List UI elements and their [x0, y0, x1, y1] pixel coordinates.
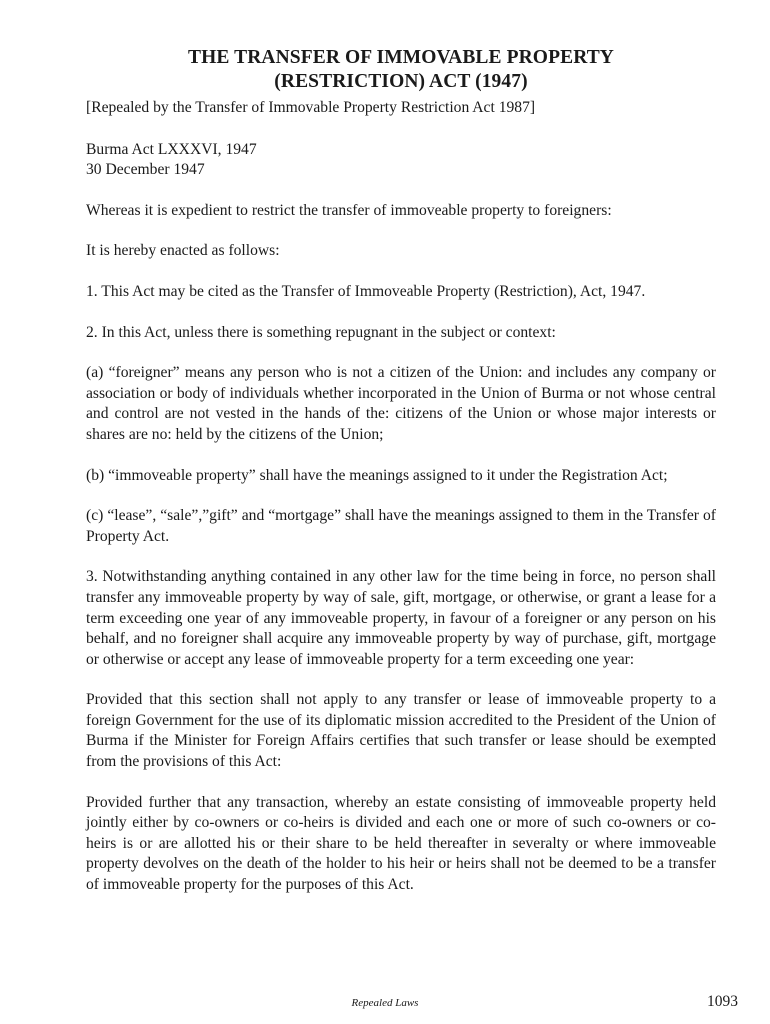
section-3: 3. Notwithstanding anything contained in any other law for the time being in force, no person shall transfer any immoveable property by way of sale, gift, mortgage, or otherwise, or grant a lease for a term exceeding one year of any immoveable property, in favour of a foreigner or any person on his behalf, and no foreigner shall acquire any immoveable property by way of purchase, gift, mortgage or otherwise or accept any lease of immoveable property for a term exceeding one year:: [86, 568, 716, 668]
preamble: Whereas it is expedient to restrict the transfer of immoveable property to foreigners:: [86, 201, 612, 219]
section-2-clause-c: (c) “lease”, “sale”,”gift” and “mortgage” shall have the meanings assigned to them in the Transfer of Property Act.: [86, 507, 716, 545]
section-2-clause-b: (b) “immoveable property” shall have the meanings assigned to it under the Registration Act;: [86, 466, 668, 484]
title-line-2: (RESTRICTION) ACT (1947): [274, 71, 528, 92]
enactment-clause: It is hereby enacted as follows:: [86, 242, 280, 260]
act-number: Burma Act LXXXVI, 1947: [86, 140, 257, 158]
document-title: [86, 46, 716, 94]
footer-label: Repealed Laws: [351, 997, 419, 1009]
section-2-clause-a: (a) “foreigner” means any person who is not a citizen of the Union: and includes any company or association or body of individuals whether incorporated in the Union of Burma or not whose central and control are not vested in the hands of the: citizens of the Union or whose major interests or shares are no: held by the citizens of the Union;: [86, 364, 716, 443]
act-number-and-date: [86, 140, 716, 181]
section-3-proviso-2: Provided further that any transaction, whereby an estate consisting of immoveable property held jointly either by co-owners or co-heirs is divided and each one or more of such co-owners or co-heirs is or are allotted his or their share to be held thereafter in severalty or where immoveable property devolves on the death of the holder to his heir or heirs shall not be deemed to be a transfer of immoveable property for the purposes of this Act.: [86, 793, 716, 894]
section-3-proviso-1: Provided that this section shall not apply to any transfer or lease of immoveable property to a foreign Government for the use of its diplomatic mission accredited to the President of the Union of Burma if the Minister for Foreign Affairs certifies that such transfer or lease should be exempted from the provisions of this Act:: [86, 691, 716, 771]
section-2-intro: 2. In this Act, unless there is something repugnant in the subject or context:: [86, 323, 556, 341]
repealed-note: [Repealed by the Transfer of Immovable Property Restriction Act 1987]: [86, 99, 536, 116]
document-page: [86, 46, 716, 896]
section-1: 1. This Act may be cited as the Transfer of Immoveable Property (Restriction), Act, 1947.: [86, 282, 646, 300]
page-number: 1093: [707, 993, 738, 1010]
title-line-1: THE TRANSFER OF IMMOVABLE PROPERTY: [188, 47, 614, 68]
act-date: 30 December 1947: [86, 161, 205, 179]
